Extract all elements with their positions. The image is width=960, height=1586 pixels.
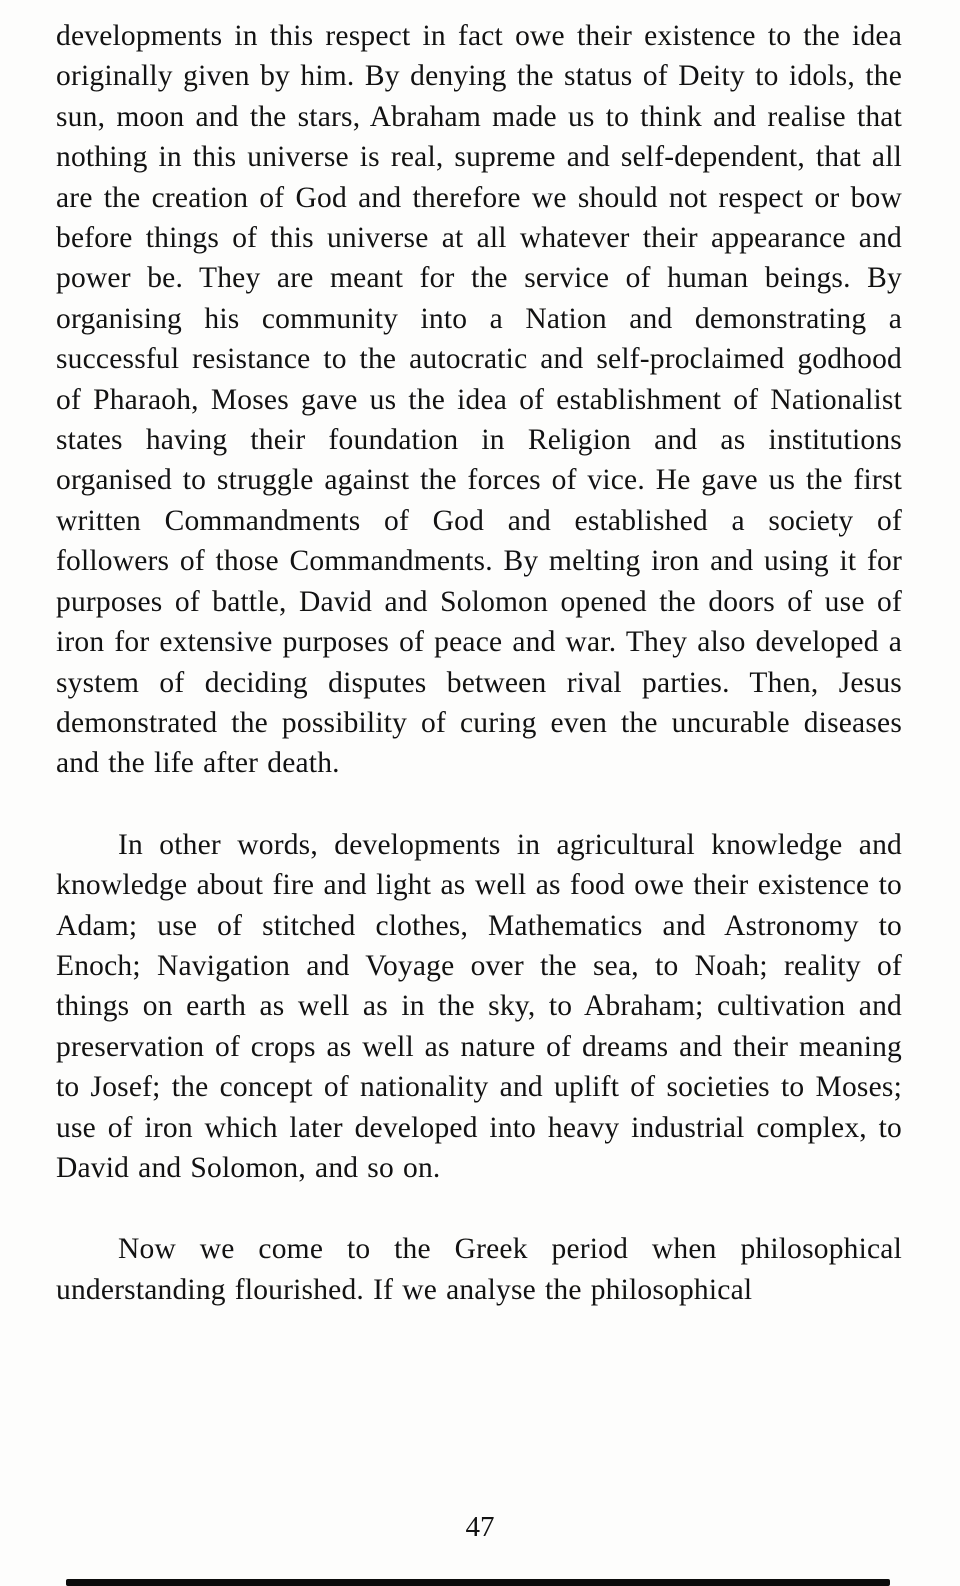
paragraph-3: Now we come to the Greek period when philosophical understanding flourished. If we analyse the philosophical	[56, 1233, 902, 1306]
text-block	[56, 16, 902, 1310]
paragraph-2: In other words, developments in agricultural knowledge and knowledge about fire and light as well as food owe their existence to Adam; use of stitched clothes, Mathematics and Astronomy to Enoch; Navigation and Voyage over the sea, to Noah; reality of things on earth as well as in the sky, to Abraham; cultivation and preservation of crops as well as nature of dreams and their meaning to Josef; the concept of nationality and uplift of societies to Moses; use of iron which later developed into heavy industrial complex, to David and Solomon, and so on.	[56, 828, 902, 1184]
paragraph-1: developments in this respect in fact owe their existence to the idea originally given by him. By denying the status of Deity to idols, the sun, moon and the stars, Abraham made us to think and realise that nothing in this universe is real, supreme and self-dependent, that all are the creation of God and therefore we should not respect or bow before things of this universe at all whatever their appearance and power be. They are meant for the service of human beings. By organising his community into a Nation and demonstrating a successful resistance to the autocratic and self-proclaimed godhood of Pharaoh, Moses gave us the idea of establishment of Nationalist states having their foundation in Religion and as institutions organised to struggle against the forces of vice. He gave us the first written Commandments of God and established a society of followers of those Commandments. By melting iron and using it for purposes of battle, David and Solomon opened the doors of use of iron for extensive purposes of peace and war. They also developed a system of deciding disputes between rival parties. Then, Jesus demonstrated the possibility of curing even the uncurable diseases and the life after death.	[56, 20, 902, 780]
scan-edge-artifact	[66, 1579, 890, 1586]
page-number: 47	[465, 1511, 495, 1543]
